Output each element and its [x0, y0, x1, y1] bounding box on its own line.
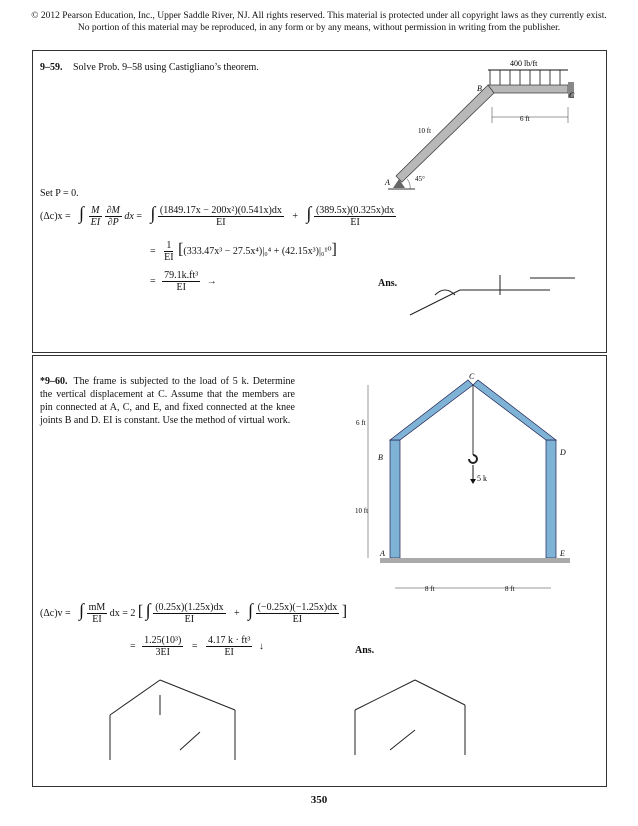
frame-label-e: E	[560, 549, 565, 558]
inclined-member	[396, 85, 494, 182]
eq60-termb-den: EI	[292, 614, 303, 626]
eq60-result-den1: 3EI	[155, 647, 170, 658]
eq2-denominator: EI	[164, 252, 174, 263]
eq60-result-num1: 1.25(10³)	[144, 635, 182, 646]
label-c: C	[569, 91, 575, 100]
eq60-terma-den: EI	[184, 614, 195, 626]
left-column	[390, 440, 400, 558]
dim-10ft: 10 ft	[418, 127, 432, 135]
eq1-term1-numerator: (1849.17x − 200x²)(0.541x)dx	[159, 205, 282, 217]
eq60-result-num2: 4.17 k · ft³	[207, 635, 251, 646]
ground	[380, 558, 570, 563]
problem-number: 9–59.	[40, 62, 63, 73]
eq60-termb-num: (−0.25x)(−1.25x)dx	[257, 602, 338, 614]
load-label: 400 lb/ft	[510, 59, 538, 68]
frame-label-c: C	[469, 372, 475, 381]
eq60-integrand-num: mM	[88, 602, 106, 614]
eq2-body: (333.47x³ − 27.5x⁴)|₀⁴ + (42.15x³)|₀¹⁰	[183, 245, 332, 257]
eq1-term2-denominator: EI	[350, 217, 360, 229]
eq60-lhs: (Δc)v =	[40, 608, 71, 619]
handwritten-virtual-load-sketch	[335, 670, 555, 780]
problem-9-60-heading	[40, 375, 295, 427]
figure-bent-beam	[360, 55, 585, 195]
problem-statement-2: The frame is subjected to the load of 5 k. Determine the vertical displacement at C. Assume that the members are pin connected at A, C, and E, and fixed connected at the knee joints B and D. EI is constant. Use the method of virtual work.	[40, 376, 295, 426]
equation-9-60-line2: = $\frac{\text{1.25(10³)}}{3EI}$ = $\frac{\text{4.17 k · ft³}}{EI}$ ↓	[130, 635, 264, 658]
copyright-notice: © 2012 Pearson Education, Inc., Upper Saddle River, NJ. All rights reserved. This material is protected under all copyright laws as they currently exist. No portion of this material may be reproduced, in any form or by any means, without permission in writing from the publisher.	[31, 11, 607, 33]
answer-label-2: Ans.	[355, 645, 375, 656]
left-rafter	[390, 380, 473, 440]
eq2-numerator: 1	[166, 240, 172, 251]
frame-dim-8ft-left: 8 ft	[425, 585, 435, 593]
eq3-denominator: EI	[176, 282, 186, 293]
frame-dim-6ft: 6 ft	[356, 419, 366, 427]
frame-label-a: A	[380, 549, 385, 558]
eq3-numerator: 79.1k.ft³	[164, 270, 199, 281]
angle-45: 45°	[415, 175, 425, 183]
handwritten-free-body-sketch	[400, 250, 590, 345]
eq60-terma-num: (0.25x)(1.25x)dx	[155, 602, 224, 614]
equation-9-59-line1: (Δc)x = ∫ $\frac{M}{EI}$ $\frac{\partial M}{\partial P}$ dx = ∫ $\frac{\text{(1849.17x − 200x²)(0.541x)dx}}{EI}$ + ∫ $\frac{(389.5x)(0.325x)dx}{EI}$	[40, 203, 395, 229]
right-column	[546, 440, 556, 558]
eq1-term1-denominator: EI	[216, 217, 226, 229]
dim-6ft: 6 ft	[520, 115, 530, 123]
frame-dim-8ft-right: 8 ft	[505, 585, 515, 593]
frame-dim-10ft: 10 ft	[355, 507, 369, 515]
frame-label-d: D	[560, 448, 566, 457]
label-a: A	[385, 178, 390, 187]
label-b: B	[477, 84, 482, 93]
problem-statement: Solve Prob. 9–58 using Castigliano’s theorem.	[73, 62, 259, 73]
right-rafter	[473, 380, 556, 440]
eq-lhs: (Δc)x =	[40, 211, 71, 222]
eq60-mid: dx = 2	[109, 608, 136, 619]
hook-icon	[469, 455, 477, 463]
eq1-term2-numerator: (389.5x)(0.325x)dx	[315, 205, 395, 217]
problem-9-59-heading	[40, 62, 259, 73]
handwritten-real-load-sketch	[85, 670, 290, 780]
answer-label-1: Ans.	[378, 278, 398, 289]
equation-9-60-line1: (Δc)v = ∫ $\frac{mM}{EI}$ dx = 2 [ ∫ $\frac{(0.25x)(1.25x)dx}{EI}$ + ∫ $\frac{(-0.25x)(-1.25x)dx}{EI}$ ]	[40, 600, 348, 626]
frame-label-b: B	[378, 453, 383, 462]
figure-frame	[350, 370, 580, 600]
set-p-text: Set P = 0.	[40, 188, 79, 199]
equation-9-59-line2: = $\frac{1}{EI}$ [(333.47x³ − 27.5x⁴)|₀⁴ + (42.15x³)|₀¹⁰]	[150, 240, 337, 263]
equation-9-59-line3: = $\frac{\text{79.1k.ft³}}{EI}$ →	[150, 270, 217, 293]
horizontal-member	[488, 85, 568, 93]
page-number: 350	[310, 794, 328, 806]
frame-load-label: 5 k	[477, 474, 487, 483]
problem-number-2: *9–60.	[40, 376, 68, 387]
eq60-result-den2: EI	[224, 647, 234, 658]
eq60-integrand-den: EI	[92, 614, 102, 626]
